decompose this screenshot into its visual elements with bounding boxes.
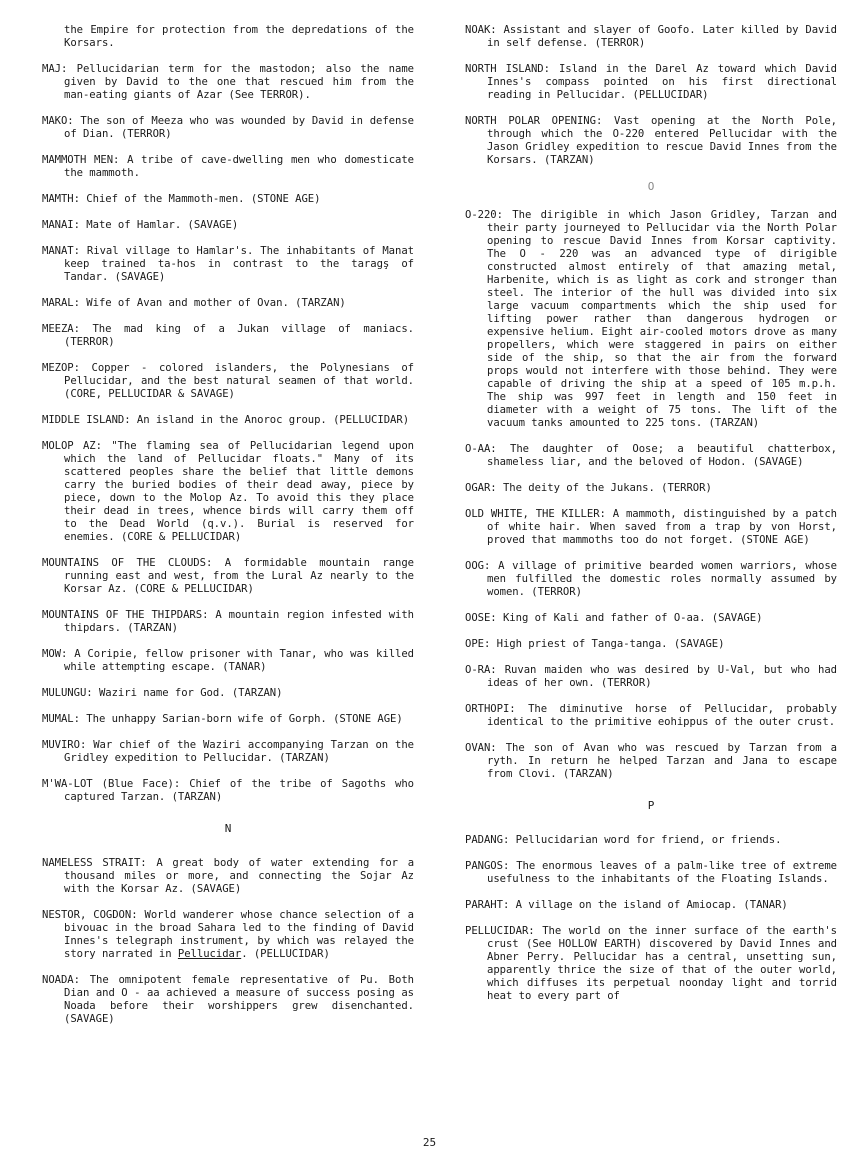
glossary-entry <box>465 63 837 102</box>
entry-term: NESTOR, COGDON: <box>42 909 138 921</box>
glossary-entry <box>42 557 414 596</box>
section-letter: O <box>647 180 655 193</box>
entry-definition: The diminutive horse of Pellucidar, probably identical to the primitive eohippus of the outer crust. <box>487 703 838 728</box>
entry-definition: the Empire for protection from the depredations of the Korsars. <box>64 24 414 49</box>
entry-term: MUVIRO: <box>42 739 87 751</box>
glossary-entry <box>465 443 837 469</box>
entry-term: OLD WHITE, THE KILLER: <box>465 508 606 520</box>
entry-term: PANGOS: <box>465 860 510 872</box>
entry-term: OVAN: <box>465 742 497 754</box>
entry-definition: The unhappy Sarian-born wife of Gorph. (STONE AGE) <box>86 713 403 725</box>
glossary-entry <box>42 362 414 401</box>
entry-definition: An island in the Anoroc group. (PELLUCIDAR) <box>136 414 410 426</box>
glossary-entry <box>465 860 837 886</box>
glossary-entry <box>465 508 837 547</box>
entry-term: ORTHOPI: <box>465 703 516 715</box>
entry-definition: High priest of Tanga-tanga. (SAVAGE) <box>496 638 725 650</box>
glossary-entry <box>465 560 837 599</box>
glossary-entry <box>42 323 414 349</box>
entry-term: PADANG: <box>465 834 510 846</box>
entry-term: MOUNTAINS OF THE CLOUDS: <box>42 557 213 569</box>
entry-definition: Mate of Hamlar. (SAVAGE) <box>86 219 239 231</box>
entry-term: M'WA-LOT (Blue Face): <box>42 778 181 790</box>
glossary-entry <box>465 899 837 912</box>
left-column <box>42 24 414 1039</box>
entry-definition: Vast opening at the North Pole, through which the O-220 entered Pellucidar with the Jason Gridley expedition to rescue David Innes from the Korsars. (TARZAN) <box>487 115 838 166</box>
entry-definition: Copper - colored islanders, the Polynesians of Pellucidar, and the best natural seamen of that world. (CORE, PELLUCIDAR & SAVAGE) <box>64 362 414 400</box>
entry-definition: Pellucidarian term for the mastodon; also the name given by David to the one that rescued him from the man-eating giants of Azar (See TERROR). <box>64 63 414 101</box>
entry-definition: A village of primitive bearded women warriors, whose men fulfilled the domestic roles normally assumed by women. (TERROR) <box>487 560 838 598</box>
entry-term: PARAHT: <box>465 899 510 911</box>
entry-term: MANAI: <box>42 219 80 231</box>
entry-term: MOW: <box>42 648 68 660</box>
glossary-entry <box>42 778 414 804</box>
entry-definition: Pellucidarian word for friend, or friends. <box>515 834 782 846</box>
glossary-entry <box>42 739 414 765</box>
right-column <box>465 24 837 1016</box>
entry-term: NOADA: <box>42 974 80 986</box>
entry-definition: Ruvan maiden who was desired by U-Val, but who had ideas of her own. (TERROR) <box>487 664 837 689</box>
glossary-entry <box>42 219 414 232</box>
entry-definition: The deity of the Jukans. (TERROR) <box>502 482 712 494</box>
entry-definition: A Coripie, fellow prisoner with Tanar, who was killed while attempting escape. (TANAR) <box>64 648 415 673</box>
entry-term: MIDDLE ISLAND: <box>42 414 131 426</box>
entry-definition: The mad king of a Jukan village of maniacs. (TERROR) <box>64 323 415 348</box>
entry-definition: The omnipotent female representative of Pu. Both Dian and O - aa achieved a measure of success posing as Noada before their worshippers grew disenchanted. (SAVAGE) <box>64 974 414 1025</box>
entry-term: MAJ: <box>42 63 68 75</box>
glossary-entry <box>465 834 837 847</box>
glossary-entry <box>42 63 414 102</box>
entry-term: MAKO: <box>42 115 74 127</box>
section-letter: N <box>224 822 232 835</box>
entry-term: MARAL: <box>42 297 80 309</box>
entry-definition: The world on the inner surface of the earth's crust (See HOLLOW EARTH) discovered by David Innes and Abner Perry. Pellucidar has a central, unsetting sun, apparently thrice the size of that of the outer world, which diffuses its perpetual noonday light and torrid heat to every part of <box>487 925 838 1002</box>
entry-definition: The enormous leaves of a palm-like tree of extreme usefulness to the inhabitants of the Floating Islands. <box>487 860 838 885</box>
entry-term: MEZOP: <box>42 362 80 374</box>
page-number: 25 <box>422 1136 437 1149</box>
entry-definition: Chief of the Mammoth-men. (STONE AGE) <box>86 193 321 205</box>
entry-term: OGAR: <box>465 482 497 494</box>
glossary-entry <box>42 713 414 726</box>
glossary-entry <box>465 703 837 729</box>
entry-term: OOG: <box>465 560 491 572</box>
entry-term: PELLUCIDAR: <box>465 925 535 937</box>
entry-term: O-RA: <box>465 664 497 676</box>
entry-term: OOSE: <box>465 612 497 624</box>
entry-definition: The daughter of Oose; a beautiful chatterbox, shameless liar, and the beloved of Hodon. (SAVAGE) <box>487 443 838 468</box>
entry-definition: A great body of water extending for a thousand miles or more, and connecting the Sojar Az with the Korsar Az. (SAVAGE) <box>64 857 415 895</box>
glossary-entry <box>42 154 414 180</box>
glossary-entry <box>465 612 837 625</box>
entry-definition: Wife of Avan and mother of Ovan. (TARZAN) <box>86 297 346 309</box>
glossary-entry <box>42 909 414 961</box>
glossary-entry <box>465 115 837 167</box>
entry-term: OPE: <box>465 638 491 650</box>
entry-definition: King of Kali and father of O-aa. (SAVAGE) <box>502 612 763 624</box>
entry-term: MAMMOTH MEN: <box>42 154 120 166</box>
entry-definition: Waziri name for God. (TARZAN) <box>98 687 283 699</box>
glossary-entry <box>465 664 837 690</box>
entry-definition: The son of Avan who was rescued by Tarzan from a ryth. In return he helped Tarzan and Jana to escape from Clovi. (TARZAN) <box>487 742 838 780</box>
glossary-entry <box>42 115 414 141</box>
entry-definition: War chief of the Waziri accompanying Tarzan on the Gridley expedition to Pellucidar. (TARZAN) <box>64 739 415 764</box>
entry-definition: Assistant and slayer of Goofo. Later killed by David in self defense. (TERROR) <box>487 24 838 49</box>
entry-term: MULUNGU: <box>42 687 93 699</box>
glossary-entry <box>42 440 414 544</box>
glossary-entry <box>42 24 414 50</box>
glossary-entry <box>42 687 414 700</box>
book-title: Pellucidar <box>177 948 242 960</box>
glossary-entry <box>465 24 837 50</box>
entry-term: O-AA: <box>465 443 497 455</box>
entry-term: NOAK: <box>465 24 497 36</box>
entry-term: MANAT: <box>42 245 80 257</box>
entry-term: NAMELESS STRAIT: <box>42 857 147 869</box>
entry-term: O-220: <box>465 209 503 221</box>
glossary-entry <box>42 245 414 284</box>
glossary-entry <box>465 209 837 430</box>
glossary-entry <box>465 482 837 495</box>
entry-definition: A formidable mountain range running east and west, from the Lural Az nearly to the Korsar Az. (CORE & PELLUCIDAR) <box>64 557 415 595</box>
entry-definition: A mountain region infested with thipdars. (TARZAN) <box>64 609 415 634</box>
glossary-entry <box>42 414 414 427</box>
entry-term: NORTH ISLAND: <box>465 63 550 75</box>
entry-term: MOLOP AZ: <box>42 440 102 452</box>
glossary-entry <box>42 648 414 674</box>
entry-definition: Chief of the tribe of Sagoths who captured Tarzan. (TARZAN) <box>64 778 415 803</box>
entry-definition: A mammoth, distinguished by a patch of white hair. When saved from a trap by von Horst, proved that mammoths too do not forget. (STONE AGE) <box>487 508 838 546</box>
glossary-entry <box>42 297 414 310</box>
entry-definition: A tribe of cave-dwelling men who domesticate the mammoth. <box>64 154 415 179</box>
entry-term: NORTH POLAR OPENING: <box>465 115 603 127</box>
entry-definition: "The flaming sea of Pellucidarian legend upon which the land of Pellucidar floats." Many of its scattered peoples share the belief that little demons carry the buried bodies of their dead away, piece by piece, down to the Molop Az. To avoid this they place their dead in trees, whence birds will carry them off to the Dead World (q.v.). Burial is reserved for enemies. (CORE & PELLUCIDAR) <box>64 440 415 543</box>
entry-definition: The dirigible in which Jason Gridley, Tarzan and their party journeyed to Pellucidar via the North Polar opening to rescue David Innes from Korsar captivity. The O - 220 was an advanced type of dirigible constructed almost entirely of that amazing metal, Harbenite, which is as light as cork and stronger than steel. The interior of the hull was divided into six large vacuum compartments which the ship used for lifting power rather than dangerous hydrogen or expensive helium. Eight air-cooled motors drove as many propellers, which were staggered in pairs on either side of the ship, so that the air from the forward props would not interfere with those behind. They were capable of driving the ship at a speed of 105 m.p.h. The ship was 997 feet in length and 150 feet in diameter with a weight of 75 tons. The lift of the vacuum tanks amounted to 225 tons. (TARZAN) <box>487 209 837 429</box>
entry-definition: World wanderer whose chance selection of a bivouac in the broad Sahara led to the finding of David Innes's telegraph instrument, by which was relayed the story narrated in <box>64 909 415 960</box>
entry-definition: A village on the island of Amiocap. (TANAR) <box>515 899 788 911</box>
entry-term: MAMTH: <box>42 193 80 205</box>
section-letter: P <box>647 799 655 812</box>
glossary-entry <box>465 638 837 651</box>
glossary-entry <box>465 925 837 1003</box>
entry-definition: Rival village to Hamlar's. The inhabitants of Manat keep trained ta-hos in contrast to the taragş of Tandar. (SAVAGE) <box>64 245 414 283</box>
glossary-entry <box>42 857 414 896</box>
entry-definition: Island in the Darel Az toward which David Innes's compass pointed on his first directional reading in Pellucidar. (PELLUCIDAR) <box>487 63 838 101</box>
entry-term: MUMAL: <box>42 713 80 725</box>
glossary-entry <box>465 742 837 781</box>
entry-definition: The son of Meeza who was wounded by David in defense of Dian. (TERROR) <box>64 115 414 140</box>
entry-term: MOUNTAINS OF THE THIPDARS: <box>42 609 209 621</box>
glossary-entry <box>42 609 414 635</box>
glossary-entry <box>42 974 414 1026</box>
entry-source: . (PELLUCIDAR) <box>241 948 330 960</box>
entry-term: MEEZA: <box>42 323 80 335</box>
glossary-entry <box>42 193 414 206</box>
